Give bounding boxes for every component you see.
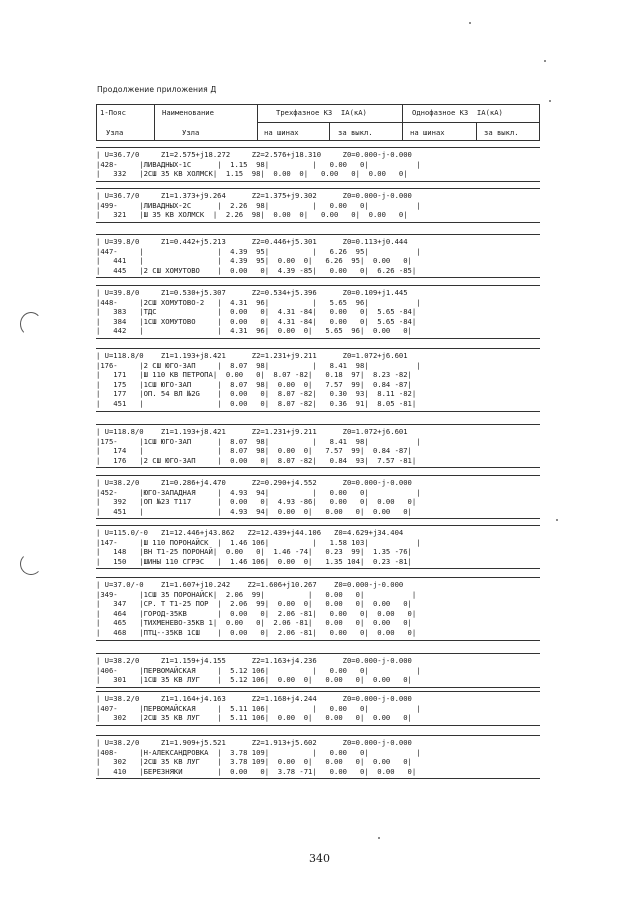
scan-speck — [469, 22, 471, 24]
fault-section — [96, 735, 540, 779]
section-divider — [96, 424, 540, 425]
section-impedance-line: | U=118.8/0 Z1=1.193+j8.421 Z2=1.231+j9.211 Z0=1.072+j6.601 — [96, 427, 408, 436]
fault-section — [96, 147, 540, 182]
section-divider — [96, 640, 540, 641]
section-node-row: |408- |Н-АЛЕКСАНДРОВКА | 3.78 109| | 0.00 0| | — [96, 747, 421, 757]
section-impedance-line: | U=38.2/0 Z1=0.286+j4.470 Z2=0.290+j4.552 Z0=0.000-j-0.000 — [96, 478, 412, 487]
fault-section — [96, 348, 540, 412]
section-node-row: |452- |ЮГО-ЗАПАДНАЯ | 4.93 94| | 0.00 0| | — [96, 487, 421, 497]
table-row: | 383 |ТДС | 0.00 0| 4.31 -84| 0.00 0| 5.65 -84| — [96, 307, 417, 317]
section-divider — [96, 181, 540, 182]
table-row: | 392 |ОП №23 Т117 | 0.00 0| 4.93 -86| 0.00 0| 0.00 0| — [96, 497, 417, 507]
header-three-phase: Трехфазное КЗ IA(кА) — [276, 108, 367, 117]
section-node-row: |447- | | 4.39 95| | 6.26 95| | — [96, 246, 421, 256]
table-row: | 301 |1СШ 35 КВ ЛУГ | 5.12 106| 0.00 0| 0.00 0| 0.00 0| — [96, 675, 412, 685]
section-node-row: |499- |ЛИВАДНЫХ-2С | 2.26 98| | 0.00 0| | — [96, 200, 421, 210]
section-node-row: |428- |ЛИВАДНЫХ-1С | 1.15 98| | 0.00 0| | — [96, 159, 421, 169]
table-row: | 465 |ТИХМЕНЕВО-35КВ 1| 0.00 0| 2.06 -81| 0.00 0| 0.00 0| — [96, 618, 412, 628]
table-row: | 451 | | 0.00 0| 8.07 -82| 0.36 91| 8.05 -81| — [96, 399, 417, 408]
section-divider — [96, 222, 540, 223]
table-row: | 451 | | 4.93 94| 0.00 0| 0.00 0| 0.00 0| — [96, 506, 412, 516]
section-divider — [96, 411, 540, 412]
table-row: | 332 |2СШ 35 КВ ХОЛМСК| 1.15 98| 0.00 0| 0.00 0| 0.00 0| — [96, 169, 408, 179]
section-divider — [96, 234, 540, 235]
section-divider — [96, 525, 540, 526]
section-impedance-line: | U=39.8/0 Z1=0.530+j5.307 Z2=0.534+j5.396 Z0=0.109+j1.445 — [96, 288, 408, 297]
section-divider — [96, 725, 540, 726]
header-col2-bottom: Узла — [182, 128, 200, 137]
table-row: | 302 |2СШ 35 КВ ЛУГ | 5.11 106| 0.00 0| 0.00 0| 0.00 0| — [96, 713, 412, 723]
section-divider — [96, 735, 540, 736]
scan-speck — [549, 100, 551, 102]
page-title: Продолжение приложения Д — [97, 85, 217, 94]
header-col2-top: Наименование — [162, 108, 214, 117]
section-node-row: |147- |Ш 110 ПОРОНАЙСК | 1.46 106| | 1.58 103| | — [96, 537, 421, 547]
section-impedance-line: | U=118.8/0 Z1=1.193+j8.421 Z2=1.231+j9.211 Z0=1.072+j6.601 — [96, 351, 408, 360]
page-number: 340 — [309, 852, 330, 865]
table-row: | 321 |Ш 35 КВ ХОЛМСК | 2.26 98| 0.00 0| 0.00 0| 0.00 0| — [96, 210, 408, 220]
section-divider — [96, 285, 540, 286]
table-row: | 171 |Ш 110 КВ ПЕТРОПА| 0.00 0| 8.07 -82| 0.18 97| 8.23 -82| — [96, 370, 412, 380]
table-row: | 445 |2 СШ ХОМУТОВО | 0.00 0| 4.39 -85| 0.00 0| 6.26 -85| — [96, 265, 417, 275]
table-row: | 464 |ГОРОД-35КВ | 0.00 0| 2.06 -81| 0.00 0| 0.00 0| — [96, 608, 417, 618]
section-divider — [96, 687, 540, 688]
section-node-row: |175- |1СШ ЮГО-ЗАП | 8.07 98| | 8.41 98| | — [96, 436, 421, 446]
table-row: | 384 |1СШ ХОМУТОВО | 0.00 0| 4.31 -84| 0.00 0| 5.65 -84| — [96, 316, 417, 326]
fault-section — [96, 424, 540, 468]
section-divider — [96, 338, 540, 339]
section-impedance-line: | U=36.7/0 Z1=2.575+j18.272 Z2=2.576+j18.310 Z0=0.000-j-0.000 — [96, 150, 412, 159]
section-divider — [96, 348, 540, 349]
section-divider — [96, 147, 540, 148]
table-row: | 176 |2 СШ ЮГО-ЗАП | 0.00 0| 8.07 -82| 0.84 93| 7.57 -81| — [96, 455, 417, 465]
header-at-breaker: за выкл. — [338, 128, 373, 137]
table-row: | 347 |СР. Т Т1-25 ПОР | 2.06 99| 0.00 0| 0.00 0| 0.00 0| — [96, 599, 412, 609]
section-divider — [96, 467, 540, 468]
section-divider — [96, 475, 540, 476]
table-row: | 302 |2СШ 35 КВ ЛУГ | 3.78 109| 0.00 0| 0.00 0| 0.00 0| — [96, 757, 412, 767]
fault-section — [96, 691, 540, 726]
header-col1-top: 1-Пояс — [100, 108, 126, 117]
fault-section — [96, 525, 540, 569]
header-at-breaker-single: за выкл. — [484, 128, 519, 137]
punch-hole-mark-top — [20, 312, 42, 336]
section-divider — [96, 691, 540, 692]
table-row: | 175 |1СШ ЮГО-ЗАП | 8.07 98| 0.00 0| 7.57 99| 0.84 -87| — [96, 379, 412, 389]
section-impedance-line: | U=36.7/0 Z1=1.373+j9.264 Z2=1.375+j9.302 Z0=0.000-j-0.000 — [96, 191, 412, 200]
fault-section — [96, 234, 540, 278]
scan-speck — [378, 837, 380, 839]
table-row: | 410 |БЕРЕЗНЯКИ | 0.00 0| 3.78 -71| 0.00 0| 0.00 0| — [96, 766, 417, 776]
table-row: | 150 |ШИНЫ 110 СГРЭС | 1.46 106| 0.00 0| 1.35 104| 0.23 -81| — [96, 556, 412, 566]
section-divider — [96, 568, 540, 569]
fault-section — [96, 475, 540, 519]
table-row: | 177 |ОП. 54 ВЛ №2G | 0.00 0| 8.07 -82| 0.30 93| 8.11 -82| — [96, 389, 417, 399]
section-node-row: |406- |ПЕРВОМАЙСКАЯ | 5.12 106| | 0.00 0| | — [96, 665, 421, 675]
table-row: | 442 | | 4.31 96| 0.00 0| 5.65 96| 0.00 0| — [96, 326, 412, 336]
section-impedance-line: | U=38.2/0 Z1=1.164+j4.163 Z2=1.168+j4.244 Z0=0.000-j-0.000 — [96, 694, 412, 703]
table-row: | 174 | | 8.07 98| 0.00 0| 7.57 99| 0.84 -87| — [96, 446, 412, 456]
section-divider — [96, 653, 540, 654]
section-impedance-line: | U=38.2/0 Z1=1.159+j4.155 Z2=1.163+j4.236 Z0=0.000-j-0.000 — [96, 656, 412, 665]
section-divider — [96, 518, 540, 519]
section-divider — [96, 778, 540, 779]
section-impedance-line: | U=115.0/-0 Z1=12.446+j43.862 Z2=12.439+j44.106 Z0=4.629+j34.404 — [96, 528, 404, 537]
table-row: | 468 |ПТЦ--35КВ 1СШ | 0.00 0| 2.06 -81| 0.00 0| 0.00 0| — [96, 628, 417, 637]
section-node-row: |349- |1СШ 35 ПОРОНАЙСК| 2.06 99| | 0.00 0| | — [96, 589, 417, 599]
fault-section — [96, 577, 540, 641]
section-node-row: |407- |ПЕРВОМАЙСКАЯ | 5.11 106| | 0.00 0| | — [96, 703, 421, 713]
table-row: | 148 |ВН Т1-25 ПОРОНАЙ| 0.00 0| 1.46 -74| 0.23 99| 1.35 -76| — [96, 547, 412, 557]
section-node-row: |448- |2СШ ХОМУТОВО-2 | 4.31 96| | 5.65 96| | — [96, 297, 421, 307]
fault-section — [96, 285, 540, 339]
scan-speck — [556, 519, 558, 521]
section-node-row: |176- |2 СШ ЮГО-ЗАП | 8.07 98| | 8.41 98| | — [96, 360, 421, 370]
fault-section — [96, 188, 540, 223]
table-row: | 441 | | 4.39 95| 0.00 0| 6.26 95| 0.00 0| — [96, 256, 412, 266]
punch-hole-mark-bottom — [20, 553, 42, 575]
section-divider — [96, 577, 540, 578]
header-single-phase: Однофазное КЗ IA(кА) — [412, 108, 503, 117]
section-divider — [96, 277, 540, 278]
fault-section — [96, 653, 540, 688]
section-divider — [96, 188, 540, 189]
section-impedance-line: | U=39.8/0 Z1=0.442+j5.213 Z2=0.446+j5.301 Z0=0.113+j0.444 — [96, 237, 408, 246]
section-impedance-line: | U=38.2/0 Z1=1.909+j5.521 Z2=1.913+j5.602 Z0=0.000-j-0.000 — [96, 738, 412, 747]
header-on-bus-single: на шинах — [410, 128, 445, 137]
header-col1-bottom: Узла — [106, 128, 124, 137]
header-on-bus: на шинах — [264, 128, 299, 137]
table-header — [96, 104, 540, 142]
scan-speck — [544, 60, 546, 62]
section-impedance-line: | U=37.0/-0 Z1=1.607+j10.242 Z2=1.606+j10.267 Z0=0.000-j-0.000 — [96, 580, 404, 589]
